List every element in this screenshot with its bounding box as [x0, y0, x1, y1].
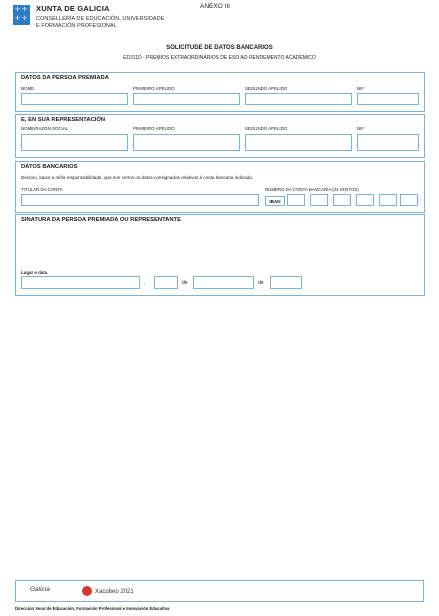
document-subtitle: ED311D - PREMIOS EXTRAORDINARIOS DE ESO AO RENDEMENTO ACADÉMICO — [123, 55, 316, 61]
nif-field[interactable] — [357, 93, 419, 105]
section-title: SINATURA DA PERSOA PREMIADA OU REPRESENTANTE — [21, 217, 181, 223]
first-surname-field[interactable] — [133, 93, 240, 105]
day-field[interactable] — [154, 276, 178, 289]
directorate-footnote: Dirección Xeral de Educación, Formación Profesional e Innovación Educativa — [15, 606, 170, 611]
declaration-text: Declaro, baixo a miña responsabilidade, que son certos os datos consignados relativos á conta bancaria indicada. — [21, 175, 254, 180]
account-field-6[interactable] — [400, 194, 418, 206]
rep-second-surname-label: SEGUNDO APELIDO — [245, 126, 288, 131]
account-field-5[interactable] — [379, 194, 397, 206]
rep-second-surname-field[interactable] — [245, 134, 352, 151]
account-field-3[interactable] — [333, 194, 351, 206]
business-name-field[interactable] — [21, 134, 128, 151]
de-label-1: de — [182, 280, 188, 286]
de-label-2: de — [258, 280, 264, 286]
section-title: DATOS BANCARIOS — [21, 164, 78, 170]
second-surname-field[interactable] — [245, 93, 352, 105]
section-title: DATOS DA PERSOA PREMIADA — [21, 75, 109, 81]
section-title: E, EN SUA REPRESENTACIÓN — [21, 117, 106, 123]
account-field-1[interactable] — [287, 194, 305, 206]
account-field-4[interactable] — [356, 194, 374, 206]
footer-logos — [15, 580, 424, 602]
year-field[interactable] — [270, 276, 302, 289]
person-section — [15, 72, 425, 112]
comma-separator: , — [144, 280, 146, 286]
annex-label: ANEXO III — [200, 3, 230, 10]
holder-field[interactable] — [21, 194, 259, 206]
nif-label: NIF — [357, 86, 365, 91]
department-name: CONSELLERÍA DE EDUCACIÓN, UNIVERSIDADE E FORMACIÓN PROFESIONAL — [36, 16, 165, 29]
galicia-logo: Galicia — [30, 586, 50, 593]
iban-label: IBAN — [265, 196, 285, 206]
rep-nif-field[interactable] — [357, 134, 419, 151]
document-title: SOLICITUDE DE DATOS BANCARIOS — [166, 45, 273, 51]
place-field[interactable] — [21, 276, 140, 289]
xacobeo-icon — [82, 586, 92, 596]
holder-label: TITULAR DA CONTA — [21, 187, 63, 192]
month-field[interactable] — [193, 276, 254, 289]
xacobeo-logo: Xacobeo 2021 — [95, 589, 134, 595]
rep-first-surname-field[interactable] — [133, 134, 240, 151]
place-date-label: Lugar e data — [21, 270, 48, 275]
org-name: XUNTA DE GALICIA — [36, 4, 110, 13]
rep-first-surname-label: PRIMEIRO APELIDO — [133, 126, 175, 131]
second-surname-label: SEGUNDO APELIDO — [245, 86, 288, 91]
account-number-label: NÚMERO DA CONTA BANCARIA (24 DÍXITOS) — [265, 187, 359, 192]
business-name-label: NOME/RAZÓN SOCIAL — [21, 126, 69, 131]
xunta-logo-icon: ✛ ✛ ✛ ✛ — [13, 5, 30, 25]
name-field[interactable] — [21, 93, 128, 105]
name-label: NOME — [21, 86, 35, 91]
first-surname-label: PRIMEIRO APELIDO — [133, 86, 175, 91]
rep-nif-label: NIF — [357, 126, 365, 131]
account-field-2[interactable] — [310, 194, 328, 206]
